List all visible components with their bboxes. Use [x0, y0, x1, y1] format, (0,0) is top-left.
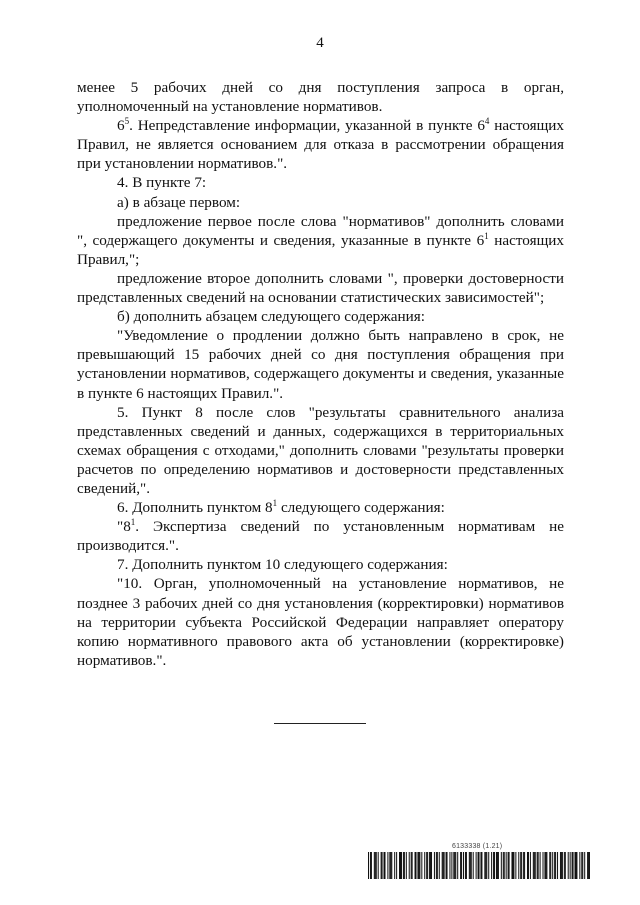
- barcode-bar: [451, 852, 452, 879]
- barcode-bar: [528, 852, 529, 879]
- barcode-bar: [554, 852, 555, 879]
- barcode-bar: [503, 852, 504, 879]
- paragraph-text: настоящих Правил,";: [77, 231, 564, 268]
- barcode-bar: [570, 852, 571, 879]
- barcode-bar: [387, 852, 388, 879]
- barcode-bar: [515, 852, 516, 879]
- barcode-bar: [552, 852, 553, 879]
- barcode-bar: [588, 852, 589, 879]
- barcode-bar: [485, 852, 486, 879]
- barcode-bar: [396, 852, 397, 879]
- barcode-bar: [481, 852, 482, 879]
- barcode-bar: [391, 852, 392, 879]
- barcode-bar: [454, 852, 455, 879]
- barcode-bar: [546, 852, 547, 879]
- paragraph-text: "8: [117, 518, 131, 536]
- barcode-bar: [444, 852, 445, 879]
- paragraph: [77, 326, 564, 402]
- paragraph: [77, 574, 564, 669]
- barcode-bar: [406, 852, 407, 879]
- barcode-bar: [430, 852, 431, 879]
- paragraph-text: 6. Дополнить пунктом 8: [117, 499, 273, 517]
- paragraph: [77, 193, 564, 212]
- barcode-bar: [469, 852, 470, 879]
- barcode-code: 6133338 (1.21): [452, 843, 503, 850]
- barcode-bar: [545, 852, 546, 879]
- barcode-bar: [401, 852, 402, 879]
- barcode-bar: [560, 852, 561, 879]
- barcode-bar: [411, 852, 412, 879]
- barcode-bar: [488, 852, 489, 879]
- barcode-bar: [480, 852, 481, 879]
- barcode-bar: [564, 852, 565, 879]
- page-number: 4: [316, 35, 324, 51]
- barcode-bar: [424, 852, 425, 879]
- barcode-bar: [461, 852, 462, 879]
- barcode-bar: [442, 852, 443, 879]
- paragraph-text: предложение первое после слова "нормативов" дополнить словами ", содержащего документы и сведения, указанные в пункте 6: [77, 212, 564, 249]
- barcode-bar: [436, 852, 437, 879]
- barcode-bar: [491, 852, 492, 879]
- barcode-bar: [434, 852, 435, 879]
- barcode-bar: [537, 852, 538, 879]
- document-body: [77, 78, 564, 670]
- barcode-bar: [449, 852, 450, 879]
- paragraph: [77, 269, 564, 307]
- barcode-bar: [471, 852, 472, 879]
- paragraph: [77, 498, 564, 517]
- paragraph-text: 7. Дополнить пунктом 10 следующего содержания:: [117, 556, 448, 574]
- barcode-bar: [409, 852, 410, 879]
- paragraph-text: предложение второе дополнить словами ", проверки достоверности представленных сведений на основании статистических зависимостей";: [77, 269, 564, 307]
- superscript: 4: [484, 116, 490, 127]
- barcode-bar: [508, 852, 509, 879]
- barcode-bar: [375, 852, 376, 879]
- barcode-bar: [463, 852, 464, 879]
- superscript: 1: [130, 517, 136, 528]
- paragraph: [77, 78, 564, 116]
- barcode-bar: [589, 852, 590, 879]
- paragraph-text: "10. Орган, уполномоченный на установление нормативов, не позднее 3 рабочих дней со дня установления (корректировки) нормативов на территории субъекта Российской Федерации направляет оператору копию нормативного правового акта об установлении (корректировке) нормативов.".: [77, 575, 564, 669]
- barcode-bar: [493, 852, 494, 879]
- barcode-bar: [394, 852, 395, 879]
- barcode-bar: [521, 852, 522, 879]
- paragraph-text: 6: [117, 117, 125, 135]
- barcode-bar: [549, 852, 550, 879]
- paragraph-text: следующего содержания:: [277, 499, 445, 517]
- barcode-bar: [417, 852, 418, 879]
- barcode-bar: [584, 852, 585, 879]
- barcode-bar: [513, 852, 514, 879]
- barcode-bar: [484, 852, 485, 879]
- paragraph: [77, 173, 564, 192]
- paragraph-text: 5. Пункт 8 после слов "результаты сравнительного анализа представленных сведений и данных, содержащихся в территориальных схемах обращения с отходами," дополнить словами "результаты проверки расчетов по определению нормативов и достоверности представленных сведений,".: [77, 403, 564, 497]
- barcode-bar: [465, 852, 466, 879]
- barcode-bar: [504, 852, 505, 879]
- barcode-bar: [460, 852, 461, 879]
- superscript: 5: [124, 116, 130, 127]
- separator-rule: [274, 723, 366, 724]
- barcode-bar: [568, 852, 569, 879]
- barcode-bar: [524, 852, 525, 879]
- barcode-bar: [575, 852, 576, 879]
- barcode: [368, 852, 590, 879]
- barcode-bar: [561, 852, 562, 879]
- barcode-bar: [542, 852, 543, 879]
- barcode-bar: [486, 852, 487, 879]
- barcode-bar: [371, 852, 372, 879]
- barcode-bar: [404, 852, 405, 879]
- barcode-bar: [579, 852, 580, 879]
- barcode-bar: [497, 852, 498, 879]
- barcode-bar: [446, 852, 447, 879]
- barcode-bar: [527, 852, 528, 879]
- paragraph-text: 4. В пункте 7:: [117, 174, 207, 192]
- barcode-bar: [581, 852, 582, 879]
- paragraph: [77, 307, 564, 326]
- barcode-bar: [390, 852, 391, 879]
- barcode-bar: [544, 852, 545, 879]
- barcode-bar: [389, 852, 390, 879]
- paragraph: [77, 517, 564, 555]
- barcode-bar: [403, 852, 404, 879]
- paragraph: [77, 212, 564, 269]
- barcode-bar: [370, 852, 371, 879]
- barcode-bar: [535, 852, 536, 879]
- barcode-bar: [572, 852, 573, 879]
- barcode-bar: [443, 852, 444, 879]
- barcode-bar: [457, 852, 458, 879]
- barcode-bar: [555, 852, 556, 879]
- barcode-bar: [400, 852, 401, 879]
- barcode-bar: [573, 852, 574, 879]
- paragraph-text: "Уведомление о продлении должно быть направлено в срок, не превышающий 15 рабочих дней со дня поступления обращения при установлении нормативов, содержащего документы и сведения, указанные в пункте 6 настоящих Правил.".: [77, 327, 564, 402]
- barcode-bar: [511, 852, 512, 879]
- barcode-bar: [381, 852, 382, 879]
- paragraph: [77, 116, 564, 173]
- barcode-bar: [378, 852, 379, 879]
- paragraph-text: настоящих Правил, не является основанием для отказа в рассмотрении обращения при установлении нормативов.".: [77, 117, 564, 173]
- barcode-bar: [476, 852, 477, 879]
- barcode-bar: [418, 852, 419, 879]
- barcode-bar: [494, 852, 495, 879]
- paragraph-text: . Непредставление информации, указанной в пункте 6: [129, 117, 485, 135]
- barcode-bar: [582, 852, 583, 879]
- barcode-bar: [431, 852, 432, 879]
- barcode-bar: [562, 852, 563, 879]
- barcode-bar: [523, 852, 524, 879]
- barcode-bar: [534, 852, 535, 879]
- paragraph: [77, 555, 564, 574]
- barcode-bar: [496, 852, 497, 879]
- superscript: 1: [272, 498, 278, 509]
- barcode-bar: [416, 852, 417, 879]
- barcode-bar: [466, 852, 467, 879]
- barcode-bar: [506, 852, 507, 879]
- barcode-bar: [512, 852, 513, 879]
- barcode-bar: [415, 852, 416, 879]
- barcode-bar: [399, 852, 400, 879]
- barcode-bar: [439, 852, 440, 879]
- barcode-bar: [429, 852, 430, 879]
- barcode-bar: [376, 852, 377, 879]
- barcode-bar: [426, 852, 427, 879]
- barcode-bar: [421, 852, 422, 879]
- barcode-bar: [540, 852, 541, 879]
- barcode-bar: [427, 852, 428, 879]
- barcode-bar: [530, 852, 531, 879]
- barcode-bar: [368, 852, 369, 879]
- barcode-bar: [538, 852, 539, 879]
- superscript: 1: [484, 230, 489, 241]
- barcode-bar: [565, 852, 566, 879]
- barcode-bar: [470, 852, 471, 879]
- barcode-bar: [374, 852, 375, 879]
- barcode-bar: [501, 852, 502, 879]
- barcode-bar: [533, 852, 534, 879]
- barcode-bar: [382, 852, 383, 879]
- barcode-bar: [453, 852, 454, 879]
- barcode-bar: [384, 852, 385, 879]
- barcode-bar: [587, 852, 588, 879]
- barcode-bar: [557, 852, 558, 879]
- barcode-bar: [478, 852, 479, 879]
- barcode-bar: [437, 852, 438, 879]
- paragraph-text: менее 5 рабочих дней со дня поступления запроса в орган, уполномоченный на установление нормативов.: [77, 79, 564, 116]
- barcode-bar: [412, 852, 413, 879]
- paragraph-text: а) в абзаце первом:: [117, 193, 241, 211]
- barcode-bar: [455, 852, 456, 879]
- barcode-bar: [520, 852, 521, 879]
- barcode-bar: [518, 852, 519, 879]
- barcode-bar: [509, 852, 510, 879]
- barcode-bar: [576, 852, 577, 879]
- barcode-bar: [498, 852, 499, 879]
- paragraph-text: . Экспертиза сведений по установленным нормативам не производится.".: [77, 518, 564, 555]
- barcode-bar: [473, 852, 474, 879]
- barcode-bar: [550, 852, 551, 879]
- paragraph: [77, 403, 564, 498]
- barcode-bar: [479, 852, 480, 879]
- barcode-bar: [574, 852, 575, 879]
- paragraph-text: б) дополнить абзацем следующего содержания:: [117, 308, 425, 326]
- barcode-bar: [419, 852, 420, 879]
- barcode-bar: [447, 852, 448, 879]
- barcode-bar: [384, 852, 385, 879]
